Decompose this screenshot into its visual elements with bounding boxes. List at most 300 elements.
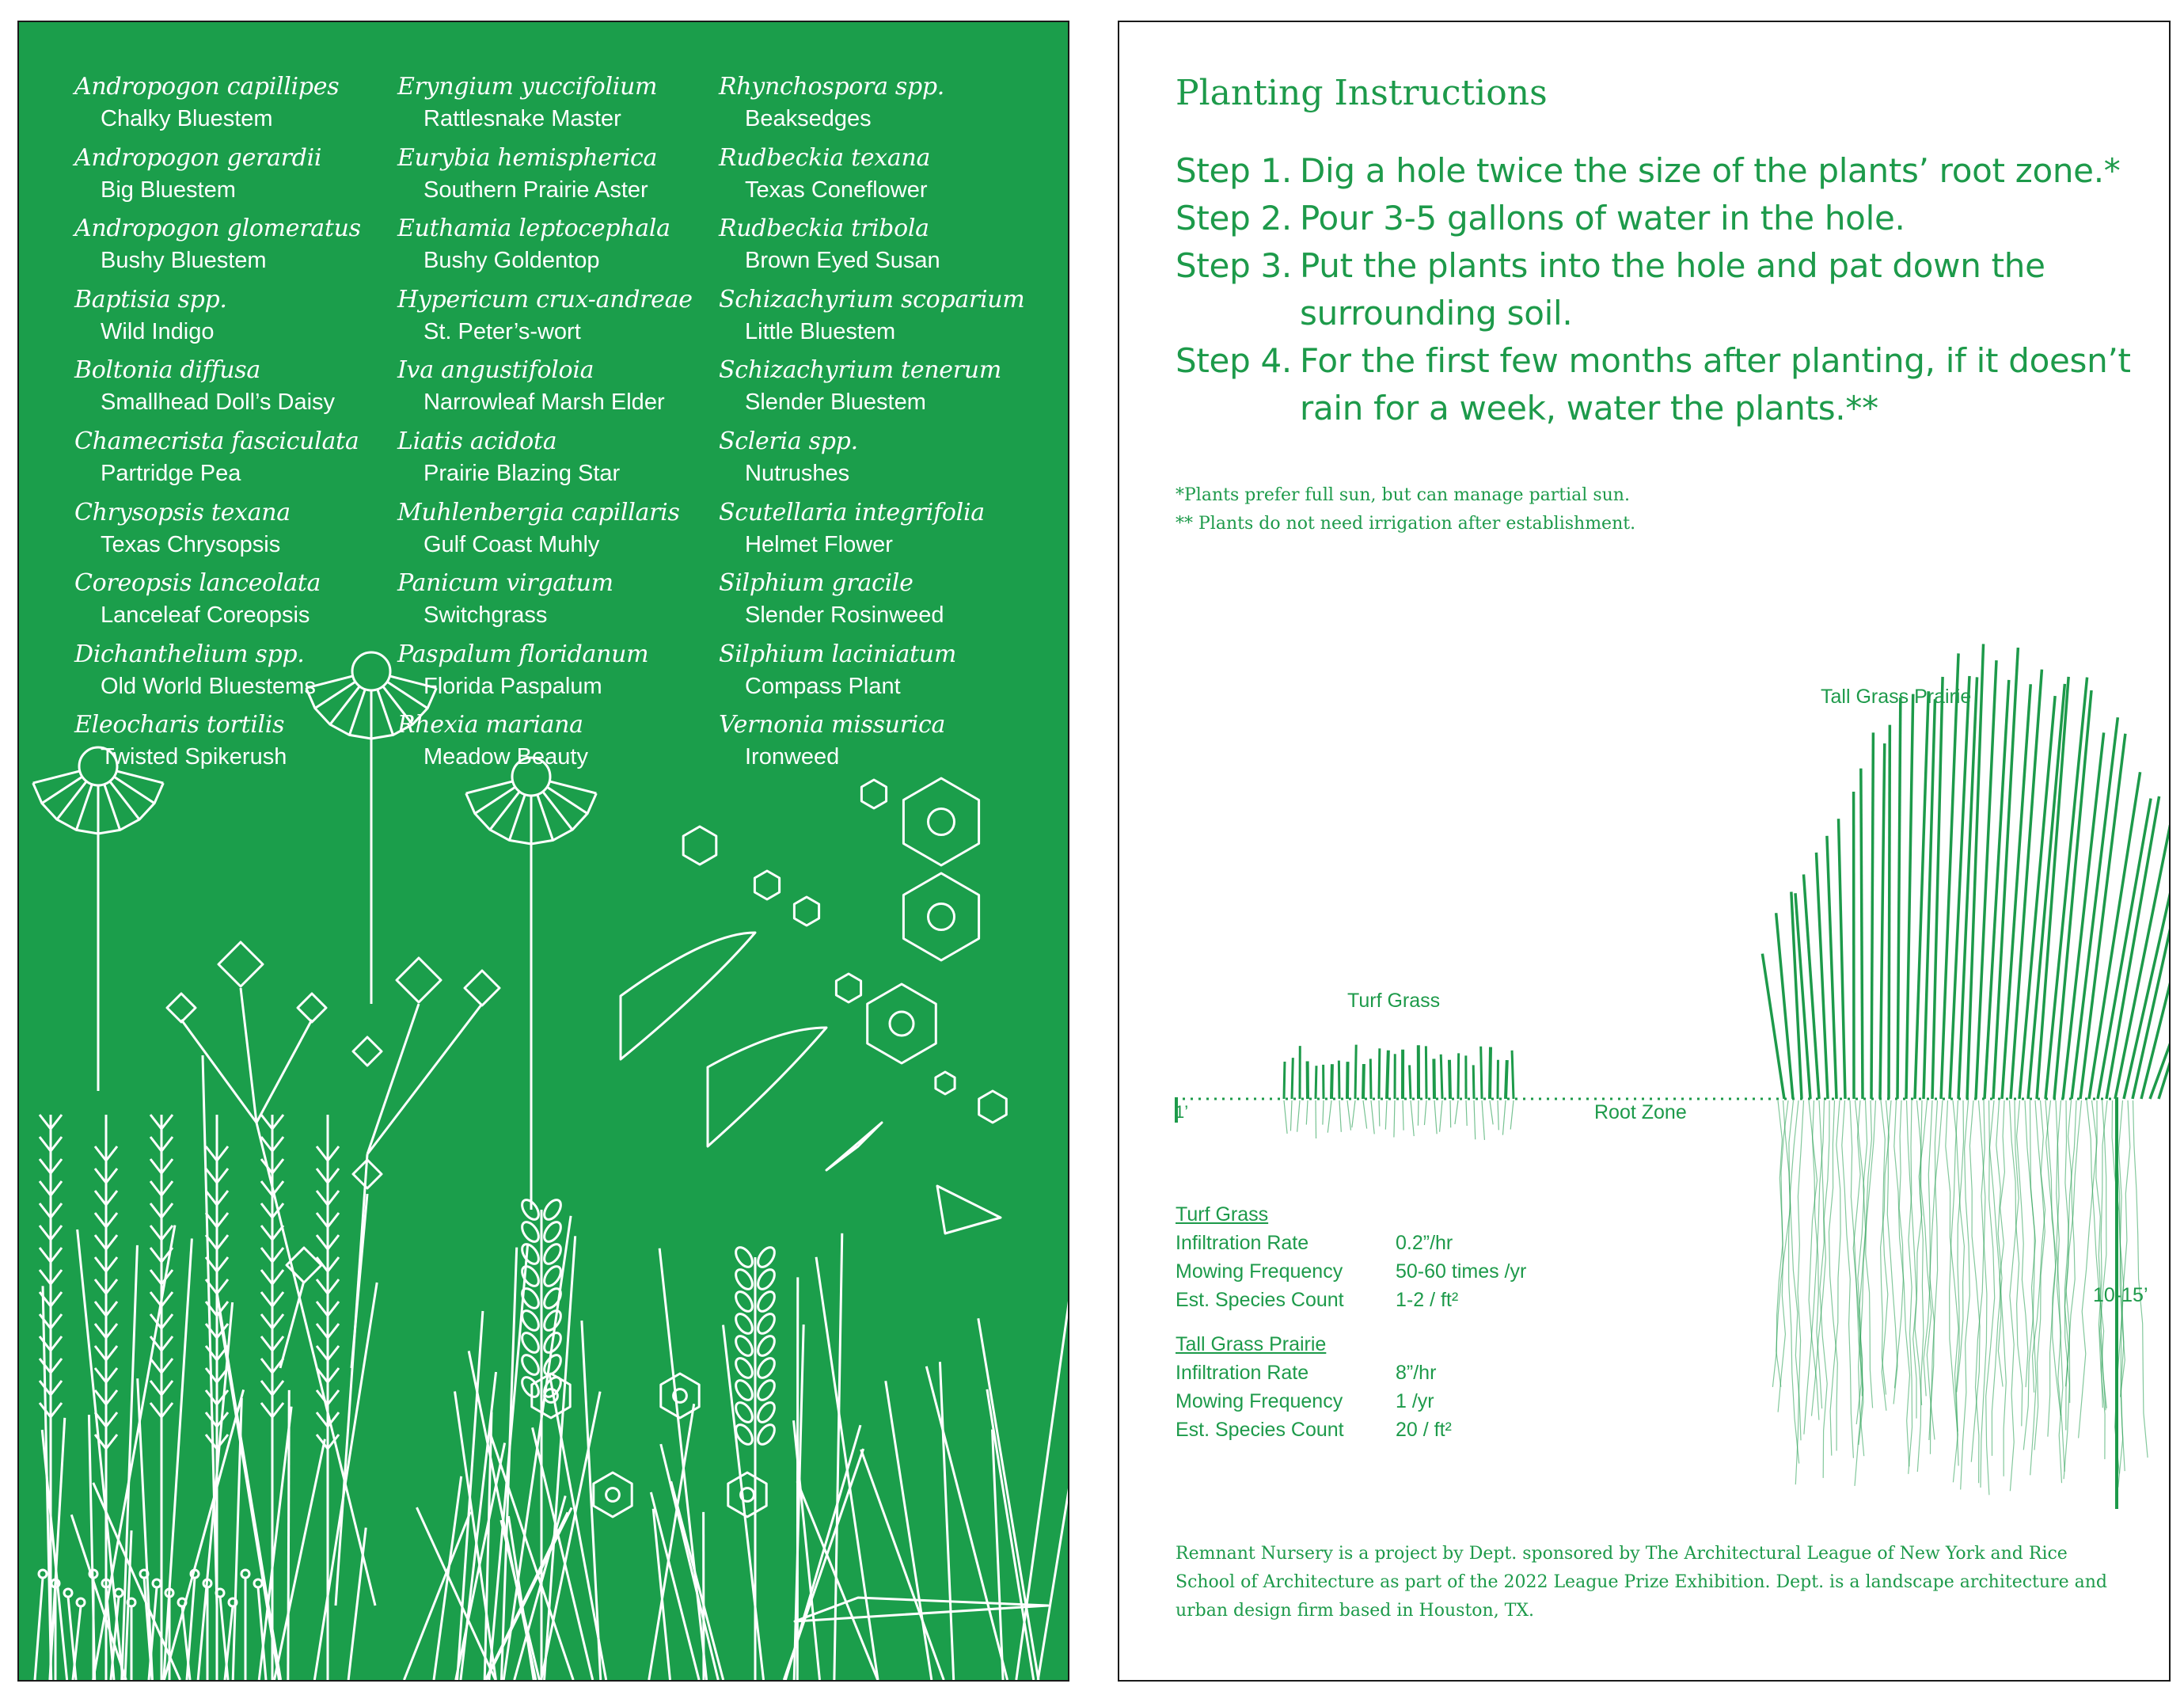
prairie-blade [1976, 660, 1996, 1099]
common-name: St. Peter’s-wort [424, 318, 581, 344]
scientific-name: Chrysopsis texana [74, 498, 291, 526]
prairie-blade [1817, 853, 1828, 1099]
species-item [397, 568, 730, 639]
step-label: Step 2. [1176, 199, 1292, 238]
coneflower-icon [466, 758, 597, 1210]
prairie-blade [1803, 874, 1819, 1099]
common-name: Bushy Bluestem [101, 248, 267, 274]
species-item [74, 497, 407, 568]
common-name: Brown Eyed Susan [745, 248, 940, 274]
species-item [397, 143, 730, 214]
bud-icon [229, 1598, 237, 1606]
turf-blade [1449, 1060, 1450, 1099]
footnote-sun: *Plants prefer full sun, but can manage partial sun. [1176, 485, 1630, 505]
hexagon-center [929, 904, 955, 930]
species-item [719, 568, 1051, 639]
species-item [397, 709, 730, 781]
prairie-root [1887, 1100, 1897, 1404]
stem [367, 1004, 419, 1154]
prairie-depth-label: 10-15’ [2093, 1284, 2148, 1306]
stat-label: Est. Species Count [1176, 1419, 1344, 1441]
bud-icon [140, 1570, 148, 1578]
turf-stats [1176, 1200, 1526, 1314]
species-item [74, 568, 407, 639]
prairie-blade [1861, 769, 1863, 1099]
common-name: Beaksedges [745, 106, 872, 131]
common-name: Big Bluestem [101, 177, 236, 203]
prairie-blade [1897, 697, 1901, 1099]
seed-leaf [732, 1378, 755, 1403]
stem [73, 1606, 81, 1680]
scientific-name: Rudbeckia tribola [719, 215, 929, 243]
bud-icon [153, 1579, 161, 1587]
grass-blade [886, 1381, 932, 1680]
turf-blade [1506, 1060, 1507, 1099]
step-text: Dig a hole twice the size of the plants’ root zone.* [1300, 151, 2121, 190]
stat-row [1176, 1229, 1526, 1257]
grass-blade [138, 1378, 153, 1680]
species-item [719, 497, 1051, 568]
seed-leaf [541, 1286, 564, 1311]
scientific-name: Dichanthelium spp. [74, 640, 305, 668]
species-item [397, 213, 730, 284]
prairie-root [1789, 1100, 1799, 1464]
bud-icon [64, 1589, 72, 1597]
stem [35, 1578, 43, 1680]
stat-value: 8”/hr [1396, 1362, 1437, 1384]
grass-blade [274, 1439, 325, 1680]
turf-root [1450, 1100, 1451, 1127]
stat-value: 20 / ft² [1396, 1419, 1452, 1441]
stem [256, 1020, 312, 1123]
hexagon-flower-icon [936, 1072, 955, 1094]
common-name: Southern Prairie Aster [424, 177, 648, 203]
turf-blade [1473, 1065, 1474, 1099]
diamond-leaf-icon [353, 1037, 382, 1066]
common-name: Gulf Coast Muhly [424, 531, 600, 557]
scientific-name: Paspalum floridanum [397, 640, 649, 668]
prairie-blade [1827, 836, 1836, 1099]
turf-root [1327, 1100, 1331, 1133]
turf-root [1284, 1100, 1287, 1134]
prairie-root [2017, 1100, 2028, 1387]
prairie-root [1917, 1100, 1924, 1472]
species-item [74, 71, 407, 143]
common-name: Narrowleaf Marsh Elder [424, 390, 665, 416]
hexagon-center [890, 1012, 913, 1036]
common-name: Lanceleaf Coreopsis [101, 602, 310, 629]
turf-blade [1347, 1062, 1348, 1099]
prairie-root [1894, 1100, 1903, 1389]
turf-root [1385, 1100, 1387, 1130]
prairie-root [1953, 1100, 1964, 1392]
stem [367, 1004, 482, 1154]
species-item [719, 143, 1051, 214]
prairie-root [1830, 1100, 1840, 1456]
instructions-panel [1118, 21, 2171, 1682]
scientific-name: Coreopsis lanceolata [74, 569, 321, 598]
species-item [719, 709, 1051, 781]
common-name: Smallhead Doll’s Daisy [101, 390, 336, 416]
hexagon-flower-icon [594, 1473, 632, 1517]
leaf-shape [937, 1186, 1001, 1233]
turf-root [1440, 1100, 1442, 1132]
scientific-name: Scleria spp. [719, 427, 858, 455]
seed-leaf [541, 1219, 564, 1245]
seed-leaf [754, 1245, 777, 1270]
turf-root [1418, 1100, 1419, 1126]
leaf-shape [621, 933, 755, 1059]
petal-line [547, 787, 587, 813]
seed-leaf [518, 1308, 541, 1333]
common-name: Slender Bluestem [745, 390, 926, 416]
grass-blade [545, 1236, 575, 1680]
diamond-leaf-icon [218, 942, 263, 986]
prairie-root [2092, 1100, 2106, 1410]
turf-root [1490, 1100, 1493, 1124]
turf-grass-label: Turf Grass [1347, 990, 1441, 1012]
scientific-name: Rudbeckia texana [719, 143, 931, 172]
seed-leaf [754, 1355, 777, 1381]
turf-root [1502, 1100, 1506, 1135]
prairie-stats [1176, 1330, 1452, 1444]
species-item [74, 213, 407, 284]
stat-value: 1 /yr [1396, 1390, 1434, 1412]
scientific-name: Iva angustifoloia [397, 356, 594, 385]
common-name: Ironweed [745, 744, 840, 770]
diamond-leaf-icon [298, 994, 326, 1022]
petal-line [475, 787, 515, 813]
turf-root [1424, 1100, 1426, 1125]
petal-line [466, 781, 513, 793]
seed-leaf [754, 1311, 777, 1336]
common-name: Twisted Spikerush [101, 744, 287, 770]
turf-depth-label: 1’ [1175, 1102, 1189, 1122]
prairie-blade [1906, 694, 1913, 1099]
seed-leaf [732, 1245, 755, 1270]
grass-blade [1016, 1229, 1068, 1680]
stat-row [1176, 1387, 1452, 1416]
leaf-shape [708, 1028, 826, 1146]
scientific-name: Vernonia missurica [719, 711, 946, 739]
common-name: Partridge Pea [101, 460, 241, 486]
common-name: Nutrushes [745, 460, 850, 486]
seed-leaf [518, 1330, 541, 1355]
seed-leaf [732, 1311, 755, 1336]
turf-root [1379, 1100, 1380, 1127]
common-name: Compass Plant [745, 673, 901, 699]
seed-leaf [541, 1197, 564, 1222]
stat-value: 50-60 times /yr [1396, 1260, 1527, 1283]
grass-blade [541, 1392, 600, 1680]
instructions-title: Planting Instructions [1176, 73, 1548, 113]
turf-root [1482, 1100, 1484, 1140]
species-item [74, 284, 407, 355]
stat-label: Mowing Frequency [1176, 1390, 1343, 1412]
grass-blade [1038, 1326, 1068, 1680]
common-name: Prairie Blazing Star [424, 460, 621, 486]
turf-root [1297, 1100, 1300, 1132]
seed-leaf [541, 1308, 564, 1333]
footnote-irrigation: ** Plants do not need irrigation after establishment. [1176, 514, 1636, 534]
prairie-blade [1871, 732, 1873, 1099]
prairie-root [1961, 1100, 1970, 1490]
turf-blade [1331, 1064, 1332, 1099]
hexagon-flower-icon [683, 827, 716, 865]
scientific-name: Muhlenbergia capillaris [397, 498, 680, 526]
seed-leaf [754, 1267, 777, 1292]
species-item [397, 355, 730, 426]
species-item [74, 426, 407, 497]
diamond-leaf-icon [465, 971, 499, 1005]
turf-blade [1284, 1062, 1285, 1099]
prairie-blade [1776, 913, 1793, 1099]
step-text: Pour 3-5 gallons of water in the hole. [1300, 199, 1905, 238]
grass-blade [348, 1528, 366, 1680]
tall-grass-label: Tall Grass Prairie [1821, 686, 1972, 708]
scientific-name: Eleocharis tortilis [74, 711, 285, 739]
prairie-root [1894, 1100, 1910, 1466]
common-name: Wild Indigo [101, 318, 215, 344]
grass-blade [434, 1476, 461, 1680]
prairie-root [1881, 1100, 1888, 1411]
hexagon-flower-icon [979, 1091, 1007, 1123]
species-item [719, 355, 1051, 426]
petal-line [549, 781, 596, 793]
diamond-leaf-icon [397, 958, 441, 1002]
bud-icon [127, 1598, 135, 1606]
hexagon-flower-icon [754, 871, 779, 899]
prairie-blade [1941, 653, 1958, 1099]
step-text: Put the plants into the hole and pat down the surrounding soil. [1300, 246, 2045, 333]
prairie-stats-heading: Tall Grass Prairie [1176, 1333, 1327, 1355]
prairie-root [1992, 1100, 2002, 1456]
seed-leaf [518, 1374, 541, 1400]
scientific-name: Andropogon gerardii [74, 143, 322, 172]
common-name: Florida Paspalum [424, 673, 602, 699]
seed-leaf [754, 1422, 777, 1447]
prairie-blade [1839, 819, 1845, 1099]
turf-blade [1355, 1045, 1356, 1099]
stem [225, 1606, 233, 1680]
turf-blade [1490, 1047, 1491, 1099]
grass-blade [164, 1389, 243, 1680]
step-label: Step 1. [1176, 151, 1292, 190]
turf-root [1510, 1100, 1514, 1130]
bud-icon [115, 1589, 123, 1597]
bud-icon [191, 1570, 199, 1578]
prairie-root [2034, 1100, 2045, 1450]
species-panel [17, 21, 1069, 1682]
grass-blade [78, 1229, 123, 1680]
hexagon-flower-icon [794, 897, 819, 925]
seed-leaf [754, 1378, 777, 1403]
scientific-name: Andropogon glomeratus [74, 215, 361, 243]
species-item [719, 71, 1051, 143]
grass-blade [987, 1389, 1034, 1680]
leaf-shape [826, 1123, 882, 1170]
grass-blade [940, 1362, 953, 1680]
turf-stats-heading: Turf Grass [1176, 1203, 1269, 1226]
scientific-name: Liatis acidota [397, 427, 557, 455]
prairie-blade [1880, 743, 1885, 1099]
seed-leaf [754, 1333, 777, 1359]
seed-leaf [732, 1355, 755, 1381]
species-item [397, 284, 730, 355]
turf-root [1352, 1100, 1355, 1127]
turf-blade [1441, 1055, 1442, 1099]
stat-row [1176, 1416, 1452, 1444]
species-item [719, 213, 1051, 284]
prairie-root [2133, 1100, 2148, 1457]
prairie-root [1930, 1100, 1943, 1454]
stem [256, 1123, 375, 1606]
scientific-name: Rhynchospora spp. [719, 73, 945, 101]
turf-root [1474, 1100, 1476, 1139]
hexagon-flower-icon [836, 974, 860, 1002]
seed-leaf [754, 1289, 777, 1314]
step-label: Step 3. [1176, 246, 1292, 285]
stat-row [1176, 1286, 1526, 1314]
species-column-1 [74, 71, 407, 781]
species-item [719, 639, 1051, 710]
turf-blade [1481, 1047, 1482, 1099]
seed-leaf [518, 1264, 541, 1289]
common-name: Texas Chrysopsis [101, 531, 281, 557]
stat-value: 0.2”/hr [1396, 1232, 1453, 1254]
hexagon-flower-icon [903, 873, 978, 960]
scientific-name: Euthamia leptocephala [397, 215, 670, 243]
scientific-name: Scutellaria integrifolia [719, 498, 985, 526]
turf-root [1363, 1100, 1367, 1129]
scientific-name: Schizachyrium scoparium [719, 285, 1025, 314]
common-name: Rattlesnake Master [424, 106, 621, 131]
bud-icon [77, 1598, 85, 1606]
prairie-root [2046, 1100, 2056, 1437]
prairie-root [1809, 1100, 1819, 1420]
scientific-name: Baptisia spp. [74, 285, 227, 314]
seed-leaf [732, 1289, 755, 1314]
stem [280, 1281, 304, 1368]
grass-blade [259, 1407, 291, 1680]
bud-icon [241, 1570, 249, 1578]
diamond-leaf-icon [167, 994, 196, 1022]
turf-blade [1370, 1058, 1371, 1099]
common-name: Old World Bluestems [101, 673, 316, 699]
prairie-blade [1889, 725, 1890, 1099]
scientific-name: Eurybia hemispherica [397, 143, 658, 172]
step-text: For the first few months after planting, if it doesn’t rain for a week, water the plants.** [1300, 341, 2131, 428]
turf-root [1323, 1100, 1324, 1125]
prairie-root [1812, 1100, 1830, 1416]
common-name: Meadow Beauty [424, 744, 588, 770]
turf-blade [1512, 1051, 1514, 1099]
grass-blade [314, 1283, 377, 1680]
hexagon-flower-icon [861, 780, 886, 808]
bud-icon [178, 1598, 186, 1606]
turf-blade [1292, 1058, 1293, 1099]
coneflower-icon [33, 747, 164, 1091]
root-zone-label: Root Zone [1594, 1101, 1687, 1123]
species-item [74, 709, 407, 781]
grass-blade [122, 1245, 138, 1680]
credits-text: Remnant Nursery is a project by Dept. sponsored by The Architectural League of New York and Rice School of Architecture as part of the 2022 League Prize Exhibition. Dept. is a landscape architecture and urban design firm based in Houston, TX. [1176, 1544, 2107, 1621]
scientific-name: Schizachyrium tenerum [719, 356, 1001, 385]
petal-line [42, 777, 82, 803]
common-name: Slender Rosinweed [745, 602, 944, 629]
seed-leaf [518, 1219, 541, 1245]
common-name: Switchgrass [424, 602, 548, 629]
common-name: Texas Coneflower [745, 177, 928, 203]
bud-icon [39, 1570, 47, 1578]
scientific-name: Hypericum crux-andreae [397, 285, 693, 314]
turf-root [1339, 1100, 1341, 1132]
turf-blade [1363, 1064, 1364, 1099]
species-item [397, 426, 730, 497]
prairie-root [1950, 1100, 1958, 1482]
species-item [397, 639, 730, 710]
seed-leaf [732, 1400, 755, 1425]
species-item [397, 71, 730, 143]
turf-root [1411, 1100, 1414, 1136]
grass-blade [515, 1495, 566, 1680]
grass-blade [582, 1321, 601, 1680]
prairie-root [2079, 1100, 2098, 1438]
stat-label: Infiltration Rate [1176, 1362, 1309, 1384]
common-name: Bushy Goldentop [424, 248, 600, 274]
petal-line [33, 771, 80, 783]
prairie-root [1795, 1100, 1803, 1484]
step-label: Step 4. [1176, 341, 1292, 380]
stat-value: 1-2 / ft² [1396, 1289, 1459, 1311]
hexagon-center [929, 809, 955, 835]
scientific-name: Rhexia mariana [397, 711, 583, 739]
turf-root [1306, 1100, 1308, 1125]
stat-row [1176, 1359, 1452, 1387]
species-item [719, 426, 1051, 497]
species-column-2 [397, 71, 730, 781]
bud-icon [254, 1579, 262, 1587]
scientific-name: Boltonia diffusa [74, 356, 260, 385]
seed-leaf [732, 1333, 755, 1359]
seed-leaf [518, 1352, 541, 1378]
scientific-name: Silphium laciniatum [719, 640, 956, 668]
bud-icon [216, 1589, 224, 1597]
prairie-root [1829, 1100, 1838, 1451]
common-name: Helmet Flower [745, 531, 893, 557]
hexagon-flower-icon [868, 984, 936, 1063]
scientific-name: Eryngium yuccifolium [397, 73, 658, 101]
turf-blade [1387, 1051, 1388, 1099]
hexagon-flower-icon [728, 1473, 766, 1517]
seed-leaf [541, 1241, 564, 1267]
turf-root [1466, 1100, 1467, 1126]
seed-leaf [541, 1352, 564, 1378]
species-column-3 [719, 71, 1051, 781]
prairie-root [1969, 1100, 1980, 1462]
species-item [74, 143, 407, 214]
grass-blade [164, 1238, 192, 1680]
turf-blade [1410, 1065, 1411, 1099]
turf-root [1290, 1100, 1292, 1131]
stat-label: Mowing Frequency [1176, 1260, 1343, 1283]
turf-root [1394, 1100, 1395, 1138]
petal-line [114, 777, 154, 803]
seed-leaf [754, 1400, 777, 1425]
species-item [719, 284, 1051, 355]
hexagon-center [606, 1488, 620, 1502]
turf-blade [1458, 1053, 1459, 1099]
